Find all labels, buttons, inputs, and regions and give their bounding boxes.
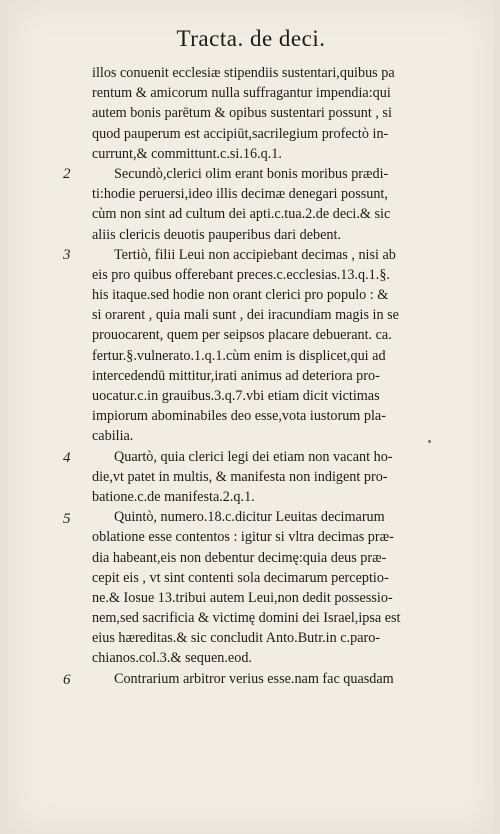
text-line: si orarent , quia mali sunt , dei iracundiam magis in se — [92, 307, 399, 324]
text-line: chianos.col.3.& sequen.eod. — [92, 650, 252, 667]
text-line: eis pro quibus offerebant preces.c.ecclesias.13.q.1.§. — [92, 266, 390, 283]
text-line: batione.c.de manifesta.2.q.1. — [92, 488, 255, 505]
text-line: impiorum abominabiles deo esse,vota iustorum pla- — [92, 408, 386, 425]
text-line: aliis clericis deuotis pauperibus dari debent. — [92, 226, 341, 243]
text-line: Quartò, quia clerici legi dei etiam non vacant ho- — [114, 448, 393, 465]
text-line: rentum & amicorum nulla suffragantur impendia:qui — [92, 85, 391, 102]
text-line: cepit eis , vt sint contenti sola decimarum perceptio- — [92, 569, 389, 586]
text-line: intercedendū mittitur,irati animus ad deteriora pro- — [92, 367, 380, 384]
text-line: uocatur.c.in grauibus.3.q.7.vbi etiam dicit victimas — [92, 388, 380, 404]
text-line: eius hæreditas.& sic concludit Anto.Butr.in c.paro- — [92, 630, 381, 647]
text-line: oblatione esse contentos : igitur si vltra decimas præ- — [92, 529, 394, 546]
margin-number: 6 — [63, 672, 71, 688]
text-line: cùm non sint ad cultum dei apti.c.tua.2.de deci.& sic — [92, 206, 391, 223]
text-line: autem bonis parētum & opibus sustentari possunt , si — [92, 105, 392, 122]
margin-number: 2 — [63, 166, 71, 182]
text-line: illos conuenit ecclesiæ stipendiis sustentari,quibus pa — [92, 65, 395, 81]
text-line: currunt,& committunt.c.si.16.q.1. — [92, 145, 282, 162]
text-line: nem,sed sacrificia & victimę domini dei Israel,ipsa est — [92, 610, 401, 627]
margin-number: 5 — [63, 511, 71, 527]
text-line: Quintò, numero.18.c.dicitur Leuitas decimarum — [114, 509, 385, 526]
text-line: Contrarium arbitror verius esse.nam fac quasdam — [114, 670, 394, 687]
text-line: ne.& Iosue 13.tribui autem Leui,non dedit possessio- — [92, 589, 393, 606]
body-text — [92, 63, 484, 689]
running-head: Tracta. de deci. — [176, 26, 326, 51]
text-line: his itaque.sed hodie non orant clerici pro populo : & — [92, 287, 389, 304]
text-line: prouocarent, quem per seipsos placare debuerant. ca. — [92, 327, 392, 344]
margin-number: 3 — [63, 247, 71, 263]
text-line: dia habeant,eis non debentur decimę:quia deus præ- — [92, 549, 387, 566]
text-line: fertur.§.vulnerato.1.q.1.cùm enim is displicet,qui ad — [92, 347, 386, 364]
text-line: cabilia. — [92, 428, 134, 445]
text-line: Tertiò, filii Leui non accipiebant decimas , nisi ab — [114, 246, 396, 263]
text-line: Secundò,clerici olim erant bonis moribus prædi- — [114, 165, 389, 182]
book-page — [8, 0, 494, 834]
margin-number: 4 — [63, 450, 71, 466]
text-line: ti:hodie peruersi,ideo illis decimæ denegari possunt, — [92, 186, 388, 203]
text-line: quod pauperum est accipiūt,sacrilegium profectò in- — [92, 125, 389, 142]
text-line: die,vt patet in multis, & manifesta non indigent pro- — [92, 468, 388, 485]
